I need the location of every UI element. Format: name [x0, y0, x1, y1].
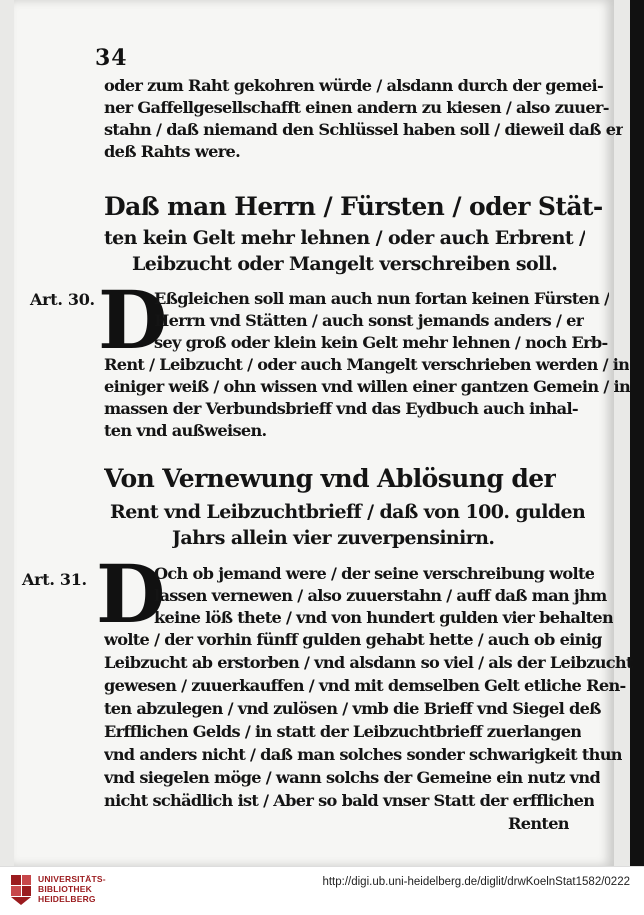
text-line: Eßgleichen soll man auch nun fortan keinen Fürsten / — [154, 289, 610, 308]
catchword: Renten — [508, 814, 569, 833]
library-logo-text — [38, 874, 106, 904]
text-line: nicht schädlich ist / Aber so bald vnser Statt der erfflichen — [104, 791, 595, 810]
text-line: ten vnd außweisen. — [104, 421, 267, 440]
text-line: lassen vernewen / also zuuerstahn / auff daß man jhm — [154, 586, 607, 605]
text-line: ner Gaffellgesellschafft einen andern zu kiesen / also zuuer- — [104, 98, 609, 117]
text-line: Och ob jemand were / der seine verschreibung wolte — [154, 564, 595, 583]
section-heading: ten kein Gelt mehr lehnen / oder auch Erbrent / — [104, 227, 586, 249]
logo-line: UNIVERSITÄTS- — [38, 874, 106, 884]
text-line: deß Rahts were. — [104, 142, 241, 161]
article-label: Art. 31. — [22, 570, 87, 589]
logo-line: HEIDELBERG — [38, 894, 96, 904]
section-heading: Rent vnd Leibzuchtbrieff / daß von 100. gulden — [110, 501, 586, 523]
text-line: Herrn vnd Stätten / auch sonst jemands anders / er — [154, 311, 584, 330]
text-line: keine löß thete / vnd von hundert gulden vier behalten — [154, 608, 614, 627]
drop-initial: D — [96, 547, 166, 641]
text-line: vnd anders nicht / daß man solches sonder schwarigkeit thun — [104, 745, 622, 764]
page-number: 34 — [95, 45, 128, 71]
section-heading: Daß man Herrn / Fürsten / oder Stät- — [104, 192, 603, 221]
text-line: oder zum Raht gekohren würde / alsdann durch der gemei- — [104, 76, 603, 95]
text-line: stahn / daß niemand den Schlüssel haben soll / dieweil daß er — [104, 120, 624, 139]
article-label: Art. 30. — [30, 290, 95, 309]
section-heading: Von Vernewung vnd Ablösung der — [104, 464, 557, 493]
section-heading: Leibzucht oder Mangelt verschreiben soll. — [132, 253, 558, 275]
text-line: Erfflichen Gelds / in statt der Leibzuchtbrieff zuerlangen — [104, 722, 582, 741]
text-line: massen der Verbundsbrieff vnd das Eydbuch auch inhal- — [104, 399, 578, 418]
drop-initial: D — [98, 273, 168, 367]
text-line: einiger weiß / ohn wissen vnd willen einer gantzen Gemein / in — [104, 377, 631, 396]
text-line: sey groß oder klein kein Gelt mehr lehnen / noch Erb- — [154, 333, 608, 352]
text-line: vnd siegelen möge / wann solchs der Gemeine ein nutz vnd — [104, 768, 601, 787]
text-line: gewesen / zuuerkauffen / vnd mit demselben Gelt etliche Ren- — [104, 676, 626, 695]
text-line: wolte / der vorhin fünff gulden gehabt hette / auch ob einig — [104, 630, 602, 649]
text-line: Leibzucht ab erstorben / vnd alsdann so viel / als der Leibzucht — [104, 653, 633, 672]
section-heading: Jahrs allein vier zuverpensinirn. — [172, 527, 495, 549]
library-logo-icon — [8, 871, 34, 907]
text-line: Rent / Leibzucht / oder auch Mangelt verschrieben werden / in — [104, 355, 630, 374]
book-edge — [630, 0, 644, 866]
text-line: ten abzulegen / vnd zulösen / vmb die Brieff vnd Siegel deß — [104, 699, 601, 718]
logo-line: BIBLIOTHEK — [38, 884, 92, 894]
source-url[interactable]: http://digi.ub.uni-heidelberg.de/diglit/drwKoelnStat1582/0222 — [322, 876, 630, 888]
